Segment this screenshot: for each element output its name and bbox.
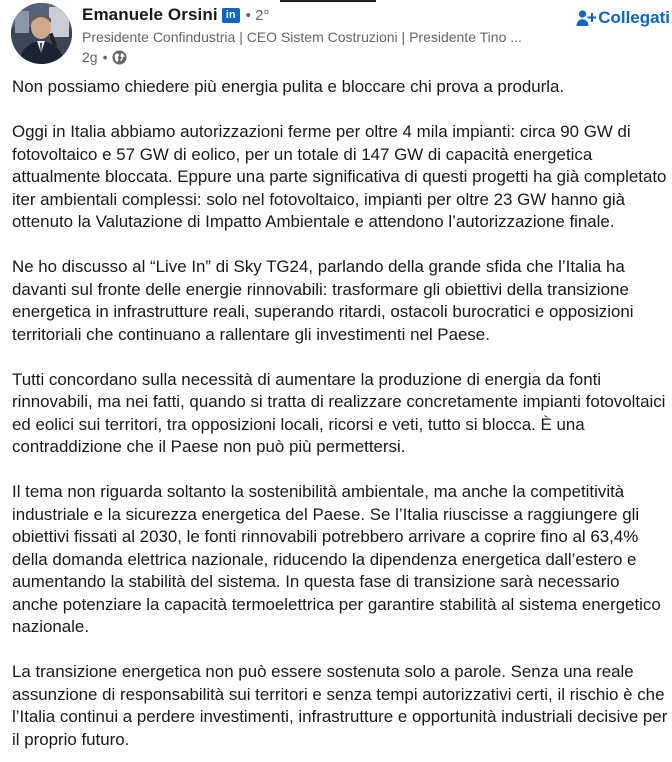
- globe-icon: [112, 50, 127, 65]
- author-headline: Presidente Confindustria | CEO Sistem Costruzioni | Presidente Tino ...: [82, 29, 522, 45]
- avatar[interactable]: [11, 3, 72, 64]
- connection-degree: • 2°: [245, 6, 270, 24]
- post-paragraph: La transizione energetica non può essere sostenuta solo a parole. Senza una reale assunzione di responsabilità sui territori e senza tempi autorizzativi certi, il rischio è che l’Italia continui a perdere investimenti, infrastrutture e opportunità industriali decisive per il proprio futuro.: [12, 662, 668, 749]
- connect-button[interactable]: [576, 8, 670, 28]
- post-paragraph: Tutti concordano sulla necessità di aumentare la produzione di energia da fonti rinnovabili, ma nei fatti, quando si tratta di realizzare concretamente impianti fotovoltaici ed eolici sui territori, tra opposizioni locali, ricorsi e veti, tutto si blocca. È una contraddizione che il Paese non può più permettersi.: [12, 369, 666, 456]
- author-name[interactable]: Emanuele Orsini: [82, 5, 218, 24]
- author-info: [82, 4, 572, 66]
- avatar-photo: [11, 3, 72, 64]
- post-header: [0, 0, 672, 72]
- post-paragraph: Il tema non riguarda soltanto la sostenibilità ambientale, ma anche la competitività industriale e la sicurezza energetica del Paese. Se l’Italia riuscisse a raggiungere gli obiettivi fissati al 2030, le fonti rinnovabili potrebbero arrivare a coprire fino al 63,4% della domanda elettrica nazionale, riducendo la dipendenza energetica dall’estero e aumentando la stabilità del sistema. In questa fase di transizione sarà necessario anche potenziare la capacità termoelettrica per garantire stabilità al sistema energetico nazionale.: [12, 482, 661, 636]
- post-paragraph: Non possiamo chiedere più energia pulita e bloccare chi prova a produrla.: [12, 77, 565, 96]
- author-name-row: [82, 4, 572, 26]
- add-person-icon: [576, 9, 596, 27]
- connect-button-label: Collegati: [598, 8, 670, 27]
- post-paragraph: Ne ho discusso al “Live In” di Sky TG24, parlando della grande sfida che l’Italia ha davanti sul fronte delle energie rinnovabili: trasformare gli obiettivi della transizione energetica in infrastrutture reali, superando ritardi, ostacoli burocratici e opposizioni territoriali che continuano a rallentare gli investimenti nel Paese.: [12, 257, 634, 344]
- post-meta: [82, 48, 572, 66]
- post-paragraph: Oggi in Italia abbiamo autorizzazioni ferme per oltre 4 mila impianti: circa 90 GW di fotovoltaico e 57 GW di eolico, per un totale di 147 GW di capacità energetica attualmente bloccata. Eppure una parte significativa di questi progetti ha già completato iter ambientali complessi: solo nel fotovoltaico, impianti per oltre 23 GW hanno già ottenuto la Valutazione di Impatto Ambientale e attendono l’autorizzazione finale.: [12, 122, 667, 231]
- post-body: [12, 76, 668, 751]
- meta-separator: •: [102, 49, 108, 65]
- linkedin-premium-badge-icon: in: [222, 8, 240, 23]
- post-time: 2g: [82, 49, 98, 65]
